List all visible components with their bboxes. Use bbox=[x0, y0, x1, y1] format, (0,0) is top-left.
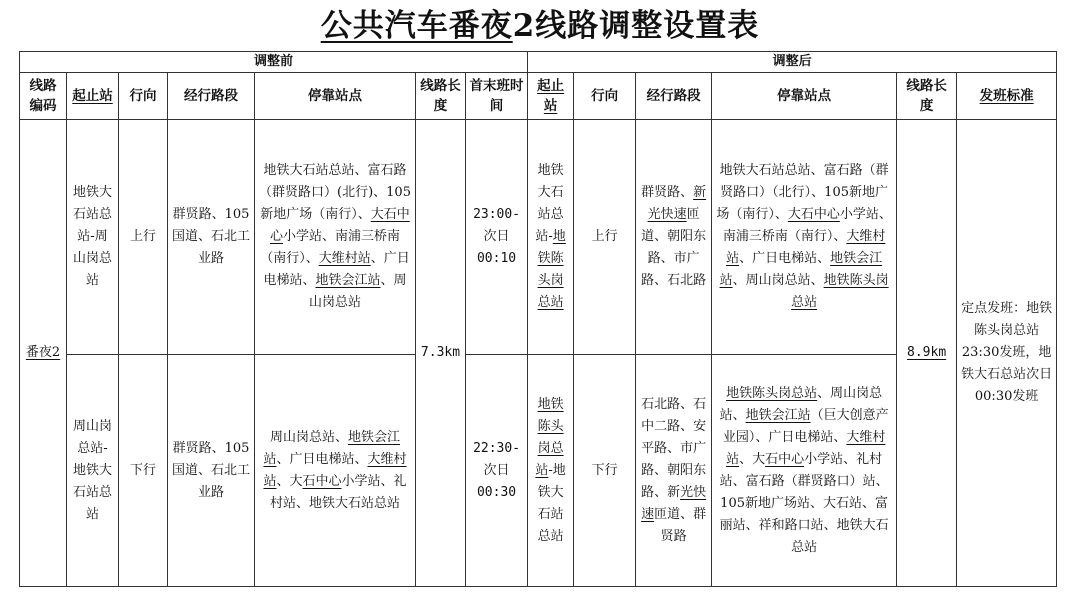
start-end-link: 地铁陈头岗总站 bbox=[535, 396, 564, 478]
header-length-after: 线路长度 bbox=[897, 73, 957, 120]
stop-text: 、周山岗总站 bbox=[308, 273, 407, 310]
before-down-times: 22:30-次日00:30 bbox=[466, 355, 528, 587]
start-end-text: -地铁大石站总站 bbox=[537, 462, 566, 544]
after-up-direction: 上行 bbox=[574, 120, 636, 355]
stop-text: 地铁大石站总站、富石路（群贤路口）(北行)、105新地广场（南行）、 bbox=[259, 163, 411, 222]
stop-link: 地铁会江站 bbox=[745, 407, 811, 423]
group-header-after: 调整后 bbox=[528, 52, 1057, 73]
stop-text: 小学站、礼村站、地铁大石站总站 bbox=[269, 473, 407, 511]
after-up-stops bbox=[712, 120, 897, 355]
before-down-direction: 下行 bbox=[119, 355, 168, 587]
header-direction-after: 行向 bbox=[574, 73, 636, 120]
road-text: 群贤路、 bbox=[641, 185, 694, 200]
start-end-link: 地铁陈头岗总站 bbox=[537, 229, 566, 310]
header-length-before: 线路长度 bbox=[416, 73, 466, 120]
stop-text: 小学站、南浦三桥南（南行）、 bbox=[260, 229, 401, 266]
departure-standard: 定点发班：地铁陈头岗总站23:30发班，地铁大石总站次日00:30发班 bbox=[957, 120, 1057, 587]
header-stops-after: 停靠站点 bbox=[712, 73, 897, 120]
start-end-text: 地铁大石站总站- bbox=[535, 163, 564, 244]
stop-link: 石中心 bbox=[302, 473, 342, 489]
stop-link: 地铁陈头岗总站 bbox=[726, 385, 818, 401]
before-length: 7.3km bbox=[416, 120, 466, 587]
page-title bbox=[0, 6, 1080, 46]
header-standard: 发班标准 bbox=[957, 73, 1057, 120]
after-down-start-end bbox=[528, 355, 574, 587]
before-down-start-end: 周山岗总站-地铁大石站总站 bbox=[67, 355, 119, 587]
stop-link: 大维村站 bbox=[263, 451, 407, 489]
stop-text: 、周山岗总站、 bbox=[719, 385, 883, 423]
before-down-road: 群贤路、105国道、石北工业路 bbox=[168, 355, 255, 587]
title-number: 2 bbox=[512, 8, 536, 44]
header-start-end-after: 起止站 bbox=[528, 73, 574, 120]
road-text: 匝道、群贤路 bbox=[654, 506, 707, 544]
stop-text: 周山岗总站、 bbox=[269, 429, 348, 445]
stop-text: 小学站、南浦三桥南（南行）、 bbox=[722, 207, 892, 244]
title-suffix: 线路调整设置表 bbox=[535, 8, 760, 44]
stop-link: 地铁会江站 bbox=[719, 251, 883, 288]
header-start-end-before: 起止站 bbox=[67, 73, 119, 120]
stop-text: （巨大创意产业园）、广日电梯站、 bbox=[722, 407, 889, 445]
group-header-before: 调整前 bbox=[20, 52, 528, 73]
stop-link: 石中心 bbox=[765, 451, 805, 467]
after-down-road bbox=[636, 355, 712, 587]
stop-link: 大维村站 bbox=[726, 429, 886, 467]
stop-link: 大石中心 bbox=[269, 207, 410, 244]
after-up-road bbox=[636, 120, 712, 355]
header-route-code: 线路编码 bbox=[20, 73, 67, 120]
road-link: 光快速 bbox=[641, 484, 707, 522]
stop-text: 、周山岗总站、 bbox=[732, 273, 824, 288]
road-link: 新光快速 bbox=[647, 185, 707, 222]
stop-link: 大维村站 bbox=[726, 229, 886, 266]
stop-link: 大石中心 bbox=[787, 207, 840, 222]
route-code-cell: 番夜2 bbox=[20, 120, 67, 587]
after-up-start-end bbox=[528, 120, 574, 355]
header-road-before: 经行路段 bbox=[168, 73, 255, 120]
title-prefix: 公共汽车番夜 bbox=[320, 8, 513, 44]
road-text: 石北路、石中二路、安平路、市广路、朝阳东路、新 bbox=[641, 396, 707, 500]
stop-text: 地铁大石站总站、富石路（群贤路口）（北行）、105新地广场（南行）、 bbox=[716, 163, 889, 222]
before-up-road: 群贤路、105国道、石北工业路 bbox=[168, 120, 255, 355]
stop-text: 、广日电梯站、 bbox=[739, 251, 831, 266]
road-text: 匝道、朝阳东路、市广路、石北路 bbox=[641, 207, 707, 288]
route-adjustment-table bbox=[19, 51, 1057, 587]
before-down-stops bbox=[255, 355, 416, 587]
stop-text: 、大 bbox=[276, 473, 303, 489]
header-stops-before: 停靠站点 bbox=[255, 73, 416, 120]
stop-link: 大维村站 bbox=[318, 251, 371, 266]
before-up-start-end: 地铁大石站总站-周山岗总站 bbox=[67, 120, 119, 355]
header-times-before: 首末班时间 bbox=[466, 73, 528, 120]
after-down-direction: 下行 bbox=[574, 355, 636, 587]
stop-link: 地铁陈头岗总站 bbox=[791, 273, 889, 310]
before-up-direction: 上行 bbox=[119, 120, 168, 355]
before-up-stops bbox=[255, 120, 416, 355]
stop-text: 、大 bbox=[739, 451, 766, 467]
stop-text: 、广日电梯站、 bbox=[263, 251, 410, 288]
stop-link: 地铁会江站 bbox=[263, 429, 401, 467]
header-road-after: 经行路段 bbox=[636, 73, 712, 120]
stop-text: 小学站、礼村站、富石路（群贤路口）站、105新地广场站、大石站、富丽站、祥和路口站、地铁大石总站 bbox=[719, 451, 889, 555]
before-up-times: 23:00-次日00:10 bbox=[466, 120, 528, 355]
stop-link: 地铁会江站 bbox=[315, 273, 381, 288]
after-down-stops bbox=[712, 355, 897, 587]
stop-text: 、广日电梯站、 bbox=[276, 451, 368, 467]
after-length: 8.9km bbox=[897, 120, 957, 587]
header-direction-before: 行向 bbox=[119, 73, 168, 120]
